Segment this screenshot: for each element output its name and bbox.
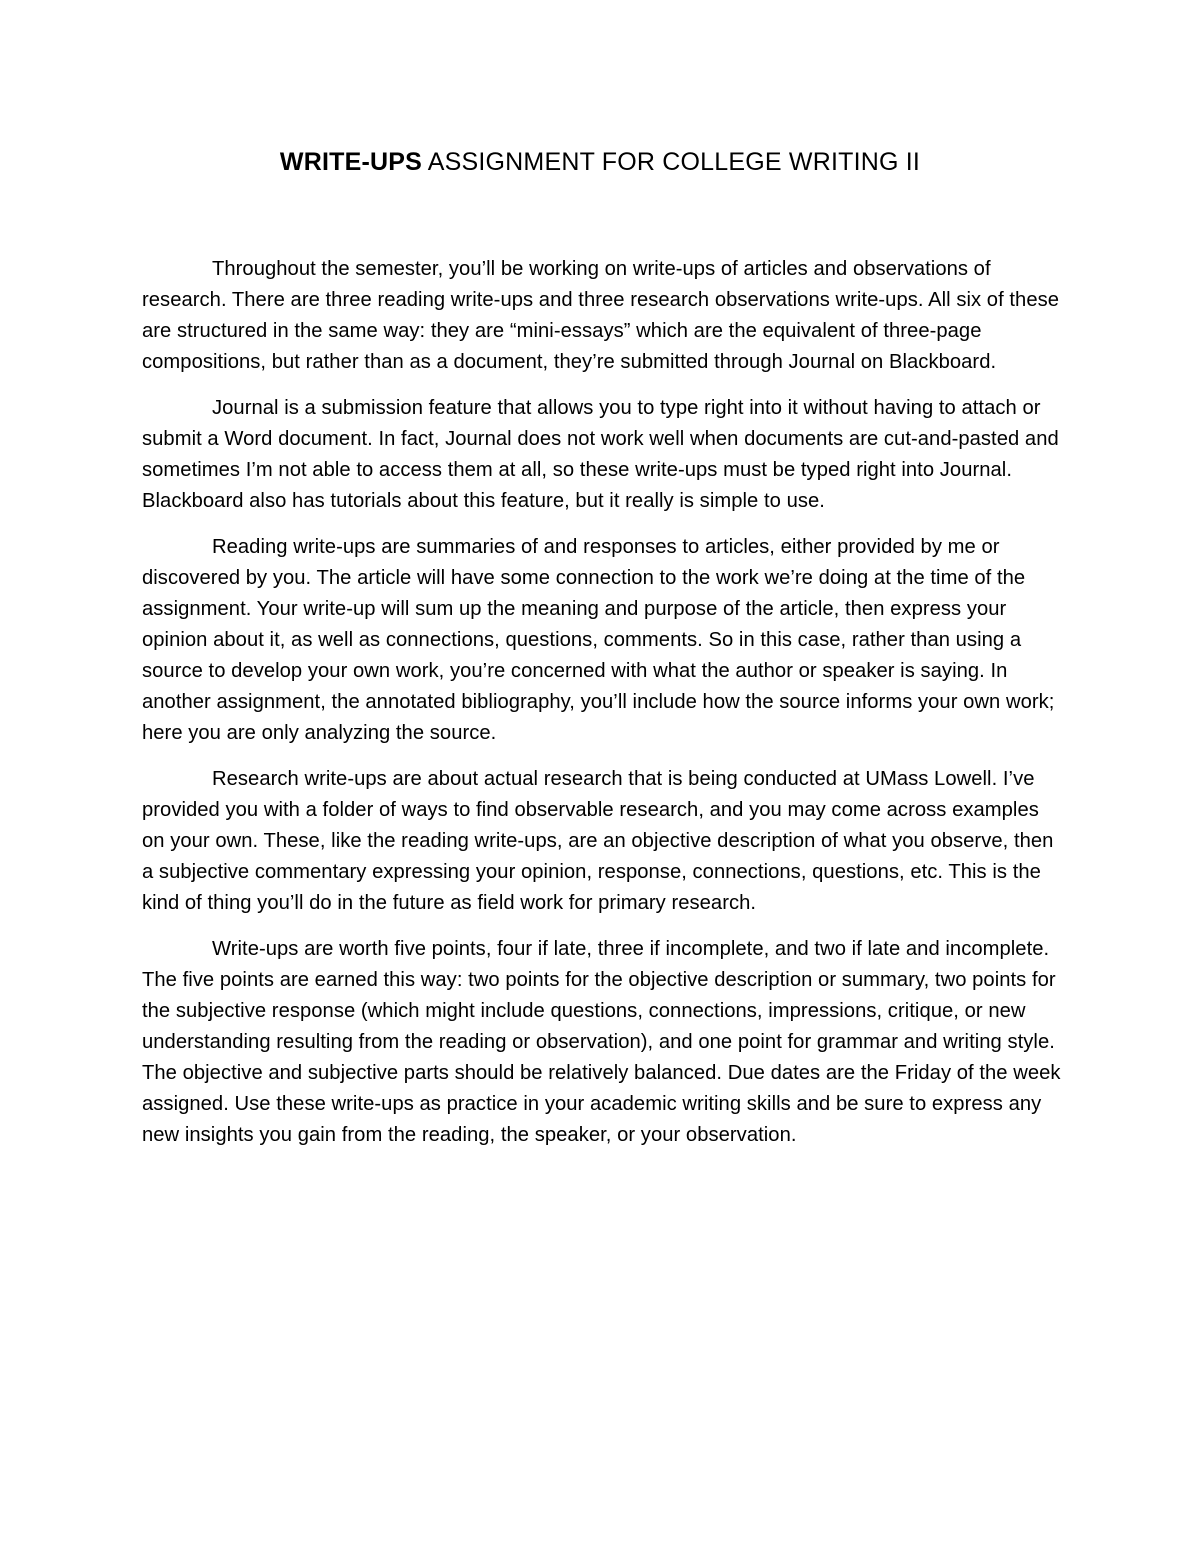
title-rest-part: ASSIGNMENT FOR COLLEGE WRITING II	[427, 148, 921, 176]
paragraph-journal: Journal is a submission feature that allows you to type right into it without having to attach or submit a Word document. In fact, Journal does not work well when documents are cut-and-pasted and sometimes I’m not able to access them at all, so these write-ups must be typed right into Journal. Blackboard also has tutorials about this feature, but it really is simple to use.	[142, 397, 1059, 512]
paragraph-grading: Write-ups are worth five points, four if late, three if incomplete, and two if late and incomplete. The five points are earned this way: two points for the objective description or summary, two points for the subjective response (which might include questions, connections, impressions, critique, or new understanding resulting from the reading or observation), and one point for grammar and writing style. The objective and subjective parts should be relatively balanced. Due dates are the Friday of the week assigned. Use these write-ups as practice in your academic writing skills and be sure to express any new insights you gain from the reading, the speaker, or your observation.	[142, 938, 1061, 1146]
paragraph-reading-write-ups: Reading write-ups are summaries of and responses to articles, either provided by me or discovered by you. The article will have some connection to the work we’re doing at the time of the assignment. Your write-up will sum up the meaning and purpose of the article, then express your opinion about it, as well as connections, questions, comments. So in this case, rather than using a source to develop your own work, you’re concerned with what the author or speaker is saying. In another assignment, the annotated bibliography, you’ll include how the source informs your own work; here you are only analyzing the source.	[142, 536, 1055, 744]
document-title	[140, 142, 1060, 182]
document-body	[142, 254, 1064, 1166]
paragraph-intro: Throughout the semester, you’ll be working on write-ups of articles and observations of research. There are three reading write-ups and three research observations write-ups. All six of these are structured in the same way: they are “mini-essays” which are the equivalent of three-page compositions, but rather than as a document, they’re submitted through Journal on Blackboard.	[142, 258, 1060, 373]
title-bold-part: WRITE-UPS	[279, 148, 422, 176]
paragraph-research-write-ups: Research write-ups are about actual research that is being conducted at UMass Lowell. I’ve provided you with a folder of ways to find observable research, and you may come across examples on your own. These, like the reading write-ups, are an objective description of what you observe, then a subjective commentary expressing your opinion, response, connections, questions, etc. This is the kind of thing you’ll do in the future as field work for primary research.	[142, 768, 1054, 914]
